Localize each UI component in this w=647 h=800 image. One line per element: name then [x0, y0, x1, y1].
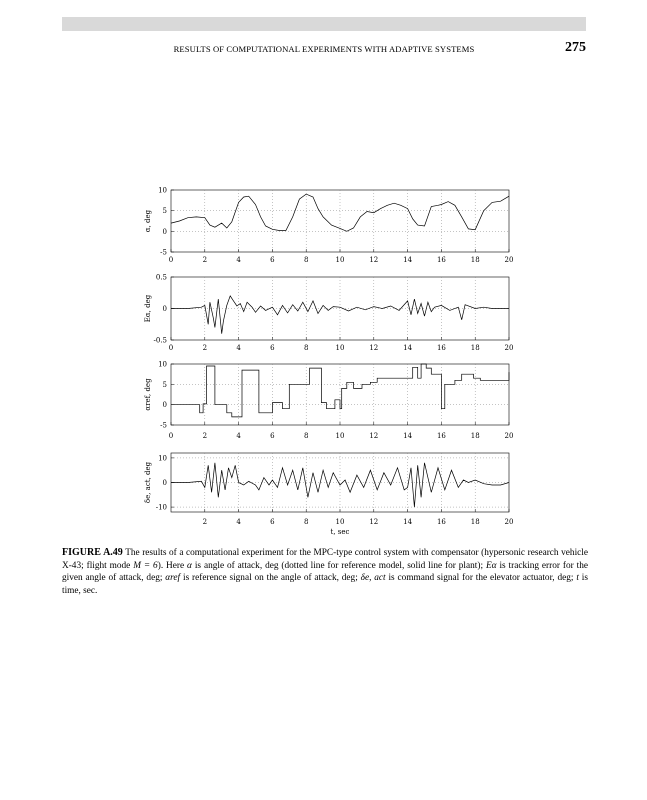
y-tick-label: 10: [158, 186, 167, 195]
x-tick-label: 12: [369, 432, 379, 440]
x-tick-label: 18: [470, 432, 480, 440]
y-tick-label: 0: [162, 305, 167, 313]
caption-label: FIGURE A.49: [62, 547, 123, 558]
x-tick-label: 16: [436, 432, 446, 440]
y-tick-label: 5: [162, 207, 167, 216]
x-tick-label: 8: [303, 432, 309, 440]
x-tick-label: 10: [335, 344, 345, 352]
y-tick-label: -0.5: [153, 336, 167, 345]
x-tick-label: 10: [335, 518, 345, 526]
y-tick-label: 0: [162, 227, 167, 236]
x-tick-label: 2: [202, 518, 208, 526]
series-line-4: [171, 463, 509, 507]
caption-text-1: The results of a computational experiment for the MPC-type control system with compensator (hypersonic research vehicle X-43; flight mode: [62, 548, 588, 571]
x-tick-label: 16: [436, 256, 446, 264]
y-tick-label: 10: [158, 360, 167, 369]
y-axis-label: δe, act, deg: [144, 461, 152, 504]
x-tick-label: 6: [270, 344, 275, 352]
x-tick-label: 8: [303, 256, 309, 264]
x-tick-label: 2: [202, 256, 208, 264]
x-tick-label: 14: [403, 256, 413, 264]
y-tick-label: 0: [162, 479, 167, 487]
page-number: 275: [565, 40, 586, 55]
x-tick-label: 6: [270, 256, 275, 264]
caption-text-6: is command signal for the elevator actuator, deg;: [385, 573, 577, 584]
x-tick-label: 0: [168, 344, 174, 352]
x-tick-label: 0: [168, 256, 174, 264]
x-tick-label: 4: [236, 344, 241, 352]
x-tick-label: 10: [335, 256, 345, 264]
x-tick-label: 4: [236, 518, 241, 526]
caption-delta: δe, act: [360, 573, 386, 584]
x-tick-label: 20: [504, 256, 514, 264]
caption-t: t: [576, 573, 579, 584]
caption-text-7: is time, sec.: [62, 573, 588, 597]
y-tick-label: 0: [162, 401, 167, 410]
y-tick-label: -10: [155, 503, 167, 512]
y-tick-label: 0.5: [155, 273, 167, 282]
x-tick-label: 4: [236, 256, 241, 264]
x-tick-label: 20: [504, 432, 514, 440]
y-tick-label: 5: [162, 380, 167, 389]
x-tick-label: 20: [504, 518, 514, 526]
figure-caption: [62, 547, 588, 598]
x-tick-label: 6: [270, 518, 275, 526]
x-tick-label: 12: [369, 344, 379, 352]
x-tick-label: 12: [369, 518, 379, 526]
running-title: RESULTS OF COMPUTATIONAL EXPERIMENTS WITH ADAPTIVE SYSTEMS: [173, 44, 475, 54]
x-tick-label: 12: [369, 256, 379, 264]
series-line-3: [171, 364, 509, 417]
x-axis-label: t, sec: [330, 528, 350, 536]
caption-alpha: α: [187, 560, 192, 571]
x-tick-label: 14: [403, 344, 413, 352]
y-axis-label: Eα, deg: [144, 294, 152, 323]
x-tick-label: 2: [202, 344, 208, 352]
x-tick-label: 16: [436, 344, 446, 352]
y-axis-label: α, deg: [144, 209, 152, 233]
caption-text-3: is angle of attack, deg (dotted line for reference model, solid line for plant);: [191, 560, 486, 571]
x-tick-label: 14: [403, 518, 413, 526]
x-tick-label: 20: [504, 344, 514, 352]
caption-mode: M = 6: [133, 560, 158, 571]
x-tick-label: 6: [270, 432, 275, 440]
caption-e-alpha: Eα: [485, 560, 497, 571]
x-tick-label: 16: [436, 518, 446, 526]
x-tick-label: 10: [335, 432, 345, 440]
x-tick-label: 8: [303, 518, 309, 526]
y-tick-label: -5: [160, 248, 167, 257]
x-tick-label: 18: [470, 344, 480, 352]
x-tick-label: 18: [470, 518, 480, 526]
x-tick-label: 2: [202, 432, 208, 440]
x-tick-label: 18: [470, 256, 480, 264]
y-axis-label: αref, deg: [144, 378, 152, 411]
x-tick-label: 8: [303, 344, 309, 352]
caption-text-4: is tracking error for the given angle of attack, deg;: [62, 560, 588, 584]
caption-alpha-ref: αref: [165, 573, 181, 584]
x-tick-label: 4: [236, 432, 241, 440]
x-tick-label: 14: [403, 432, 413, 440]
y-tick-label: 10: [158, 454, 167, 463]
x-tick-label: 0: [168, 432, 174, 440]
y-tick-label: -5: [160, 421, 167, 430]
caption-text-5: is reference signal on the angle of attack, deg;: [180, 573, 361, 584]
caption-text-2: ). Here: [157, 560, 188, 571]
